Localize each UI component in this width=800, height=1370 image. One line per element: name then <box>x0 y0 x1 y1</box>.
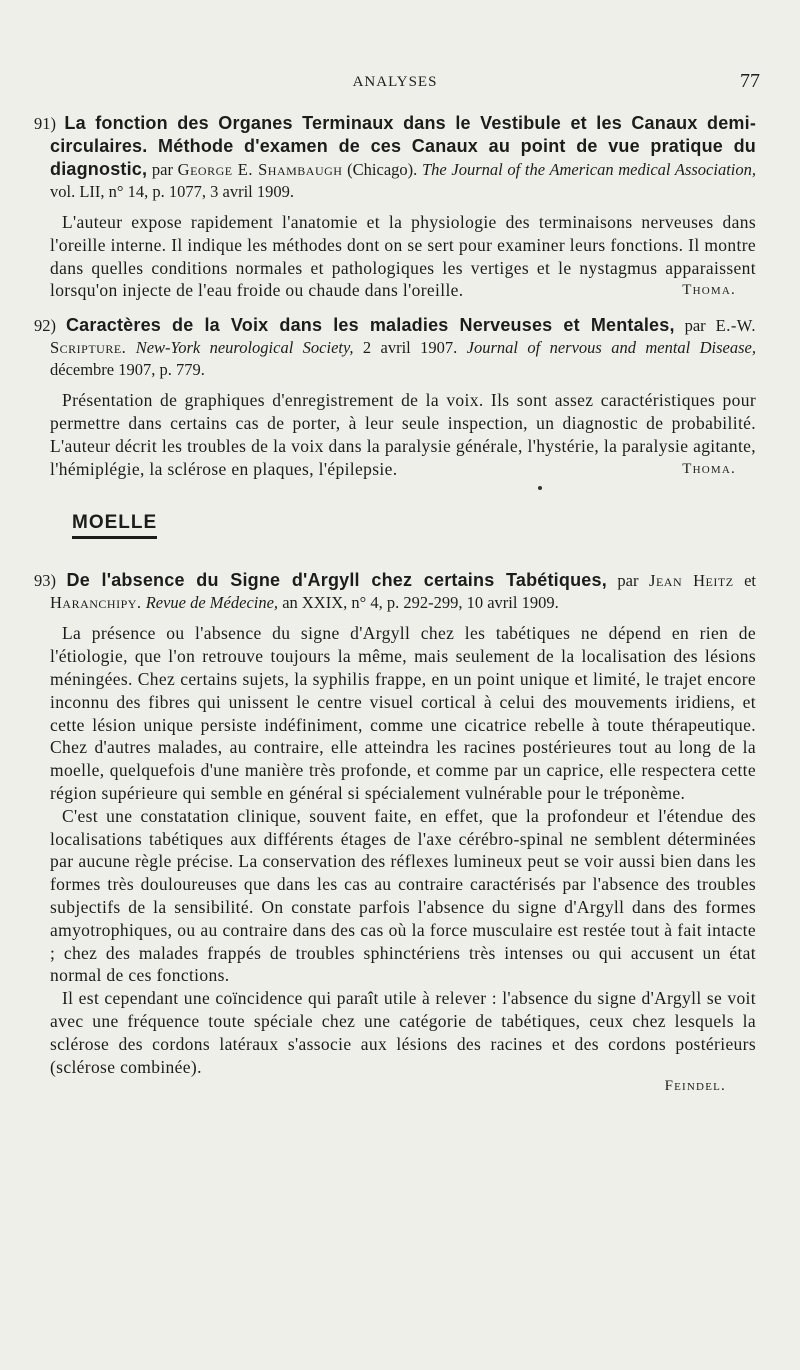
article-93-author-1: Jean Heitz <box>649 571 734 591</box>
article-92-reference-2: décembre 1907, p. 779. <box>50 360 205 380</box>
article-93-number: 93) <box>34 571 56 591</box>
article-92-number: 92) <box>34 316 56 336</box>
article-92-author: E.-W. Scripture. <box>50 316 756 358</box>
article-91-by: par <box>147 160 178 179</box>
page-number: 77 <box>740 70 760 92</box>
article-93-signature: Feindel. <box>664 1078 726 1095</box>
article-93-paragraph-3: Il est cependant une coïncidence qui paraît utile à relever : l'absence du signe d'Argyll se voit avec une fréquence toute spéciale chez une catégorie de tabétiques, ceux chez lesquels la sclérose des cordons latéraux s'associe aux lésions des racines et des cordons postérieurs (sclérose combinée). <box>50 988 756 1077</box>
section-title: MOELLE <box>72 512 157 539</box>
article-91-reference: vol. LII, n° 14, p. 1077, 3 avril 1909. <box>50 182 294 201</box>
article-91-paragraph: L'auteur expose rapidement l'anatomie et la physiologie des terminaisons nerveuses dans l'oreille interne. Il indique les méthodes dont on se sert pour examiner leurs fonctions. Il montre dans quelles conditions normales et pathologiques les vertiges et le nystagmus apparaissent lorsqu'on injecte de l'eau froide ou chaude dans l'oreille. Thoma. <box>50 212 756 301</box>
article-91-title: La fonction des Organes Terminaux dans le Vestibule et les Canaux demi-circulaires. Méthode d'examen de ces Canaux au point de vue pratique du diagnostic, <box>50 113 757 179</box>
article-92-title: Caractères de la Voix dans les maladies Nerveuses et Mentales, <box>65 315 675 336</box>
article-93-paragraph-2: C'est une constatation clinique, souvent faite, en effet, que la profondeur et l'étendue des localisations tabétiques aux différents étages de l'axe cérébro-spinal ne semblent déterminées par aucune règle précise. La conservation des réflexes lumineux peut se voir aussi bien dans les formes très douloureuses que dans les cas au contraire caractérisés par l'absence des troubles subjectifs de la sensibilité. On constate parfois l'absence du signe d'Argyll dans des formes amyotrophiques, ou au contraire dans des cas où la force musculaire est restée tout à fait intacte ; chez des malades frappés de troubles sphinctériens très intenses ou qui accusent un état normal de ces fonctions. <box>50 805 756 986</box>
article-93-by: par <box>606 571 650 591</box>
article-93-author-2: Haranchipy. <box>50 593 142 613</box>
article-93-heading <box>34 569 756 614</box>
article-91-place: (Chicago). <box>342 160 422 179</box>
running-title: ANALYSES <box>352 74 438 90</box>
article-91-journal: The Journal of the American medical Association, <box>421 160 756 179</box>
spacer <box>50 302 756 314</box>
article-91-author: George E. Shambaugh <box>177 160 343 179</box>
article-92-journal-2: Journal of nervous and mental Disease, <box>466 338 756 358</box>
ornament-dot <box>538 486 542 490</box>
article-91-signature: Thoma. <box>682 282 736 299</box>
article-93-reference: an XXIX, n° 4, p. 292-299, 10 avril 1909. <box>278 593 559 613</box>
article-93-title: De l'absence du Signe d'Argyll chez certains Tabétiques, <box>66 570 607 591</box>
article-91-heading <box>34 112 757 203</box>
page-content <box>34 112 757 1095</box>
page-header <box>30 70 760 96</box>
article-92-by: par <box>674 316 716 336</box>
article-91-number: 91) <box>34 114 56 133</box>
article-92-paragraph: Présentation de graphiques d'enregistrement de la voix. Ils sont assez caractéristiques pour permettre dans certains cas de porter, à leur seule inspection, un diagnostic de probabilité. L'auteur décrit les troubles de la voix dans la paralysie générale, l'hystérie, la paralysie agitante, l'hémiplégie, la sclérose en plaques, l'épilepsie. Thoma. <box>50 390 756 479</box>
article-92-heading <box>34 314 756 381</box>
article-92-journal-1: New-York neurological Society, <box>135 338 354 358</box>
article-93-journal: Revue de Médecine, <box>145 593 279 613</box>
article-92-reference-1: 2 avril 1907. <box>353 338 467 358</box>
article-93-and: et <box>733 571 756 591</box>
article-93-paragraph-1: La présence ou l'absence du signe d'Argyll chez les tabétiques ne dépend en rien de l'étiologie, que l'on retrouve toujours la même, mais seulement de la localisation des lésions méningées. Chez certains sujets, la syphilis frappe, en un point unique et limité, le trajet encore inconnu des fibres qui unissent le centre visuel cortical à celui des mouvements iridiens, et cette lésion unique persiste indéfiniment, comme une cicatrice rebelle à toute thérapeutique. Chez d'autres malades, au contraire, elle atteindra les racines postérieures tout au long de la moelle, quelquefois d'une manière très profonde, et comme par un caprice, elle respectera cette région supérieure qui semble en général si spécialement vulnérable pour le tréponème. <box>50 623 756 803</box>
article-92-signature: Thoma. <box>682 460 736 477</box>
